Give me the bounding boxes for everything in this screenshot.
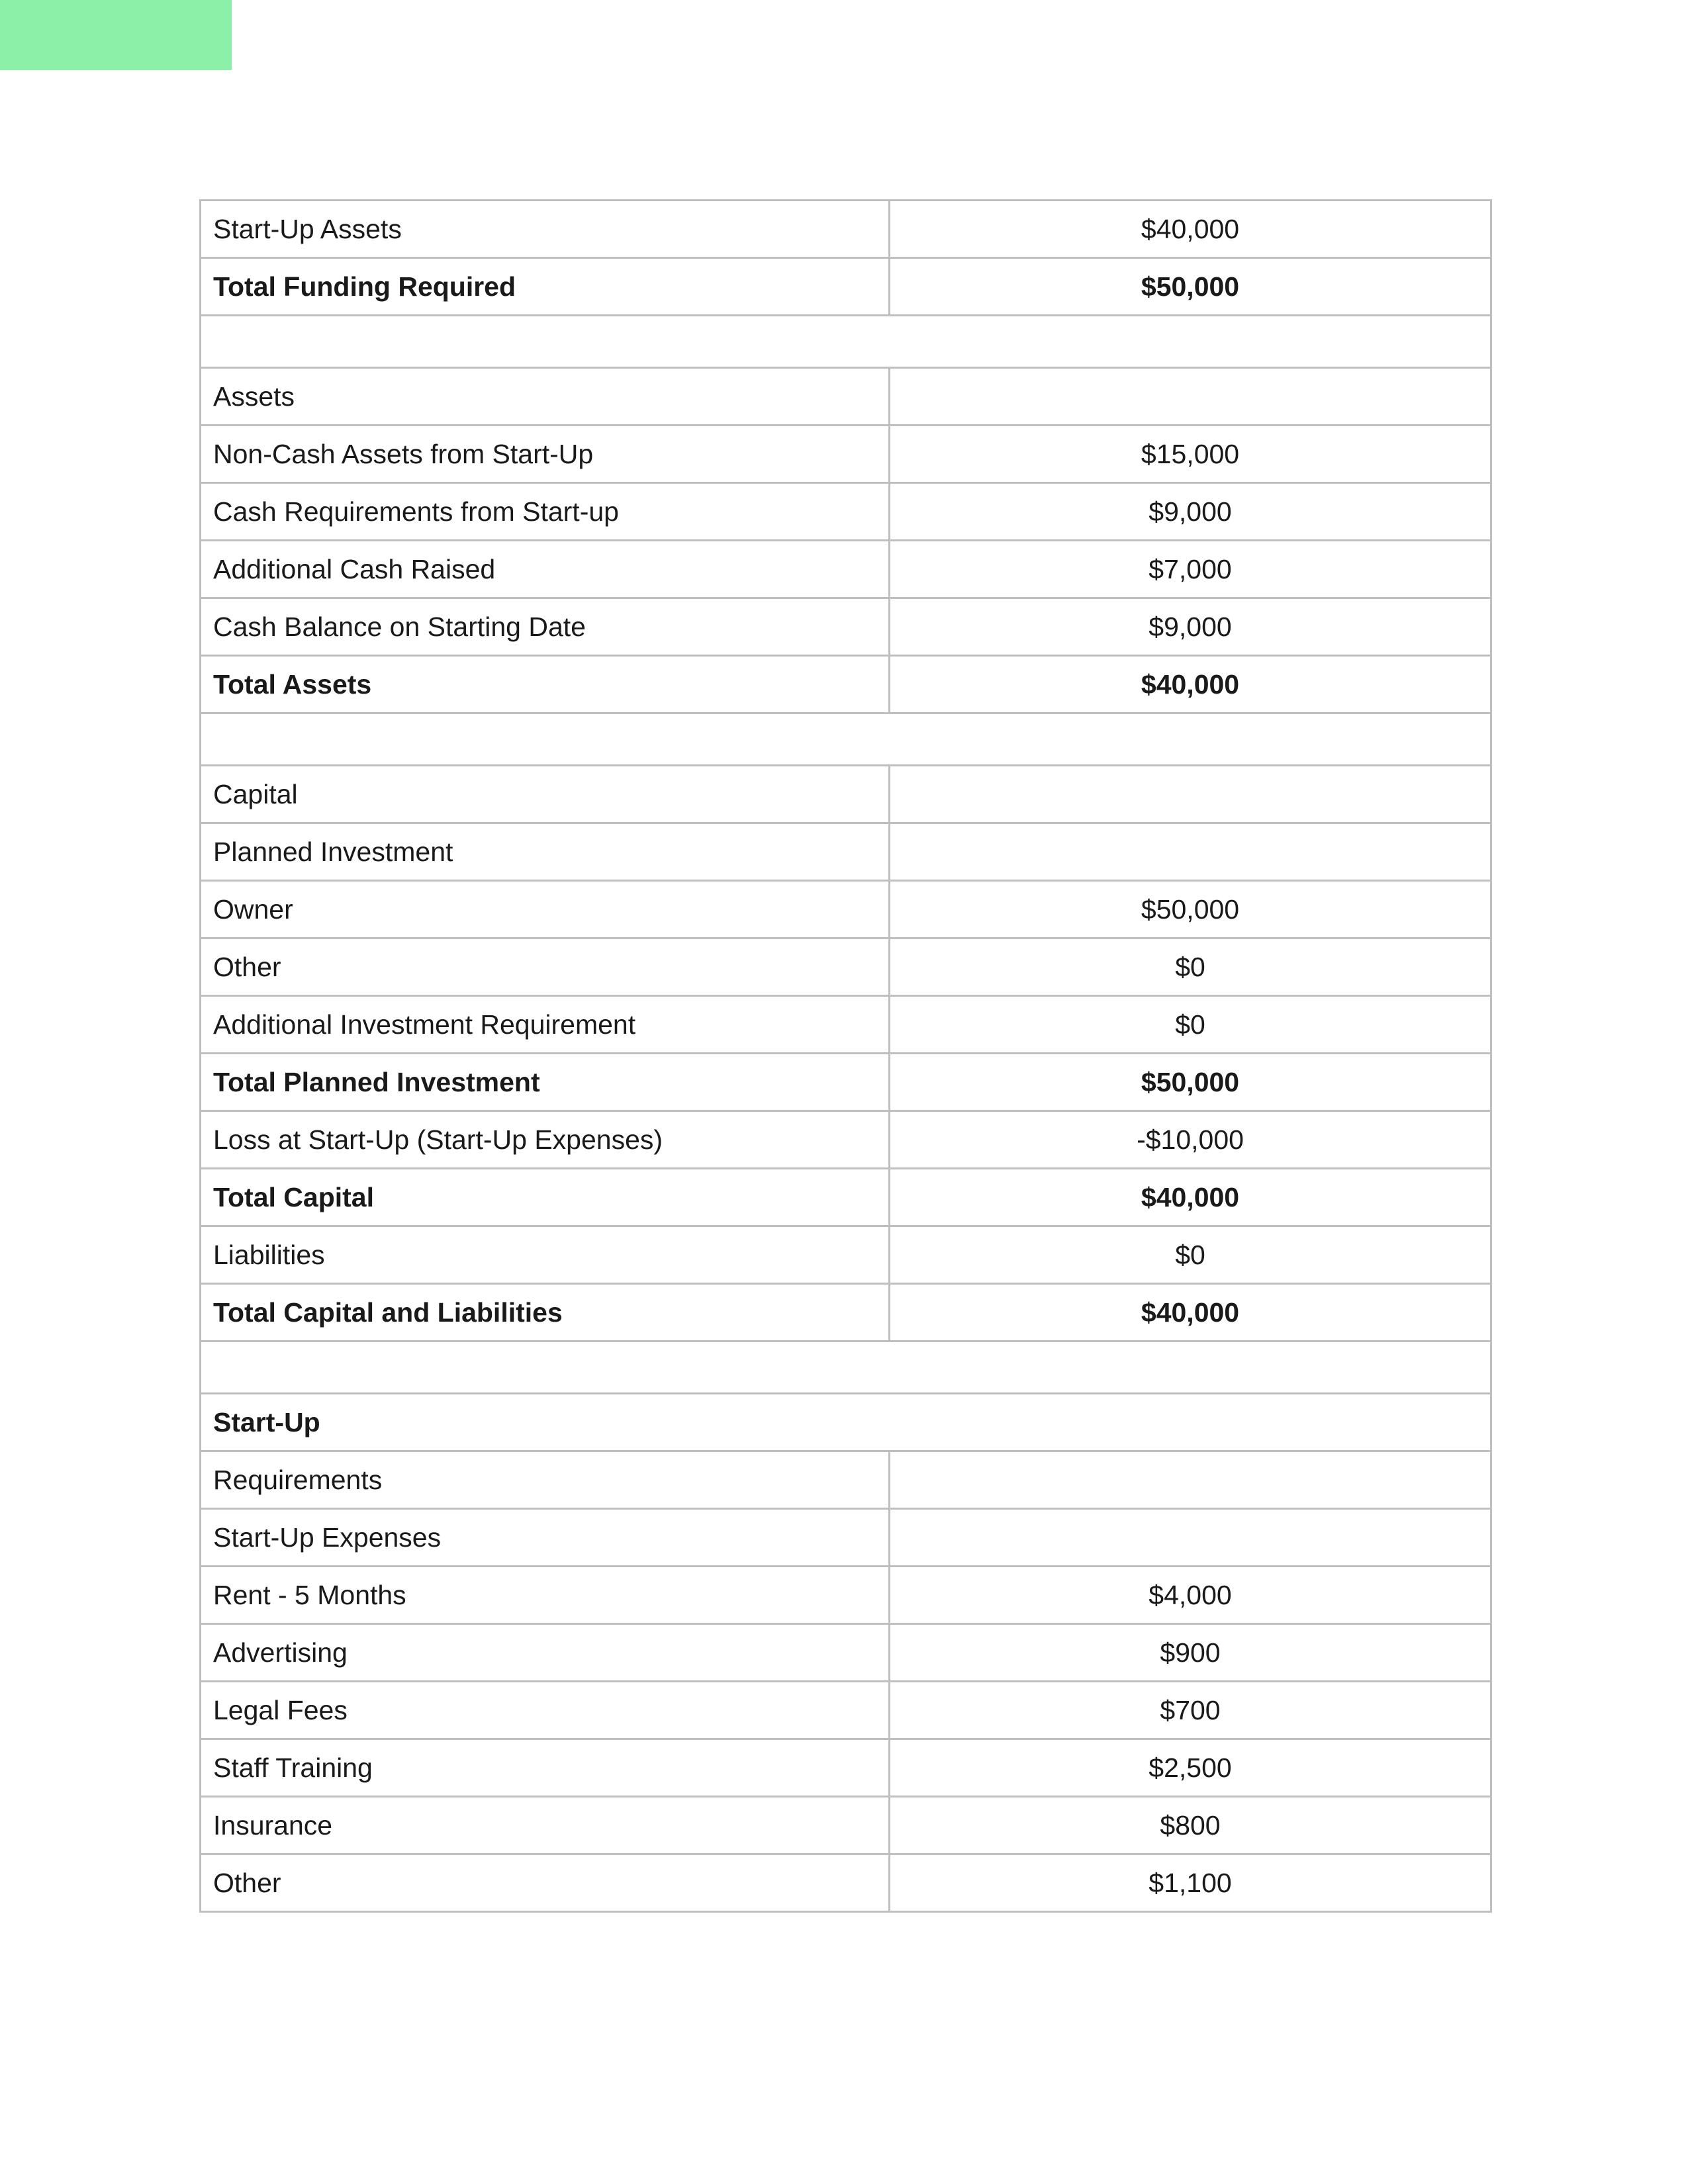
- row-label: Total Capital and Liabilities: [201, 1284, 890, 1342]
- row-label: Owner: [201, 881, 890, 938]
- table-row: [201, 1226, 1491, 1284]
- startup-funding-table: [199, 199, 1492, 1913]
- total-row: [201, 1054, 1491, 1111]
- row-value: $40,000: [890, 1284, 1491, 1342]
- row-value: $50,000: [890, 258, 1491, 316]
- row-label: Additional Investment Requirement: [201, 996, 890, 1054]
- row-value: $40,000: [890, 201, 1491, 258]
- total-row: [201, 1284, 1491, 1342]
- row-value: $40,000: [890, 1169, 1491, 1226]
- table-row: [201, 426, 1491, 483]
- table-row: [201, 996, 1491, 1054]
- row-label: Staff Training: [201, 1739, 890, 1797]
- table-row: [201, 1451, 1491, 1509]
- row-value: $0: [890, 938, 1491, 996]
- table-row: [201, 1509, 1491, 1567]
- row-value: $0: [890, 996, 1491, 1054]
- row-value: $50,000: [890, 881, 1491, 938]
- total-row: [201, 656, 1491, 713]
- table-row: [201, 766, 1491, 823]
- row-value: [890, 1509, 1491, 1567]
- row-value: $9,000: [890, 598, 1491, 656]
- table-row: [201, 1111, 1491, 1169]
- spacer-cell: [201, 316, 1491, 368]
- table-row: [201, 938, 1491, 996]
- table-row: [201, 1854, 1491, 1912]
- row-label: Insurance: [201, 1797, 890, 1854]
- row-label: Start-Up Expenses: [201, 1509, 890, 1567]
- row-label: Advertising: [201, 1624, 890, 1682]
- section-header-label: Start-Up: [201, 1394, 1491, 1451]
- row-value: $7,000: [890, 541, 1491, 598]
- row-value: $4,000: [890, 1567, 1491, 1624]
- table-row: [201, 1739, 1491, 1797]
- table-row: [201, 598, 1491, 656]
- row-label: Requirements: [201, 1451, 890, 1509]
- total-row: [201, 1169, 1491, 1226]
- row-label: Assets: [201, 368, 890, 426]
- spacer-row: [201, 316, 1491, 368]
- row-label: Cash Requirements from Start-up: [201, 483, 890, 541]
- spacer-cell: [201, 1342, 1491, 1394]
- row-label: Loss at Start-Up (Start-Up Expenses): [201, 1111, 890, 1169]
- row-label: Other: [201, 1854, 890, 1912]
- row-label: Start-Up Assets: [201, 201, 890, 258]
- row-label: Total Assets: [201, 656, 890, 713]
- row-value: $700: [890, 1682, 1491, 1739]
- table-row: [201, 1797, 1491, 1854]
- table-row: [201, 1682, 1491, 1739]
- row-label: Cash Balance on Starting Date: [201, 598, 890, 656]
- row-label: Planned Investment: [201, 823, 890, 881]
- table-row: [201, 368, 1491, 426]
- spacer-cell: [201, 713, 1491, 766]
- row-value: [890, 368, 1491, 426]
- row-value: [890, 766, 1491, 823]
- row-value: $2,500: [890, 1739, 1491, 1797]
- row-value: $900: [890, 1624, 1491, 1682]
- row-value: -$10,000: [890, 1111, 1491, 1169]
- table-row: [201, 1624, 1491, 1682]
- table-row: [201, 541, 1491, 598]
- row-label: Total Funding Required: [201, 258, 890, 316]
- section-header-row: [201, 1394, 1491, 1451]
- row-label: Total Capital: [201, 1169, 890, 1226]
- corner-tab: [0, 0, 232, 70]
- row-value: $0: [890, 1226, 1491, 1284]
- row-label: Total Planned Investment: [201, 1054, 890, 1111]
- row-value: $800: [890, 1797, 1491, 1854]
- row-label: Non-Cash Assets from Start-Up: [201, 426, 890, 483]
- table-row: [201, 1567, 1491, 1624]
- table-row: [201, 823, 1491, 881]
- row-label: Other: [201, 938, 890, 996]
- table-row: [201, 881, 1491, 938]
- row-value: $1,100: [890, 1854, 1491, 1912]
- row-value: $15,000: [890, 426, 1491, 483]
- row-label: Rent - 5 Months: [201, 1567, 890, 1624]
- row-label: Legal Fees: [201, 1682, 890, 1739]
- total-row: [201, 258, 1491, 316]
- row-label: Additional Cash Raised: [201, 541, 890, 598]
- spacer-row: [201, 713, 1491, 766]
- table-row: [201, 201, 1491, 258]
- spacer-row: [201, 1342, 1491, 1394]
- row-value: [890, 1451, 1491, 1509]
- table-row: [201, 483, 1491, 541]
- row-value: $40,000: [890, 656, 1491, 713]
- row-value: [890, 823, 1491, 881]
- row-value: $50,000: [890, 1054, 1491, 1111]
- row-label: Liabilities: [201, 1226, 890, 1284]
- row-label: Capital: [201, 766, 890, 823]
- row-value: $9,000: [890, 483, 1491, 541]
- table-body: [201, 201, 1491, 1912]
